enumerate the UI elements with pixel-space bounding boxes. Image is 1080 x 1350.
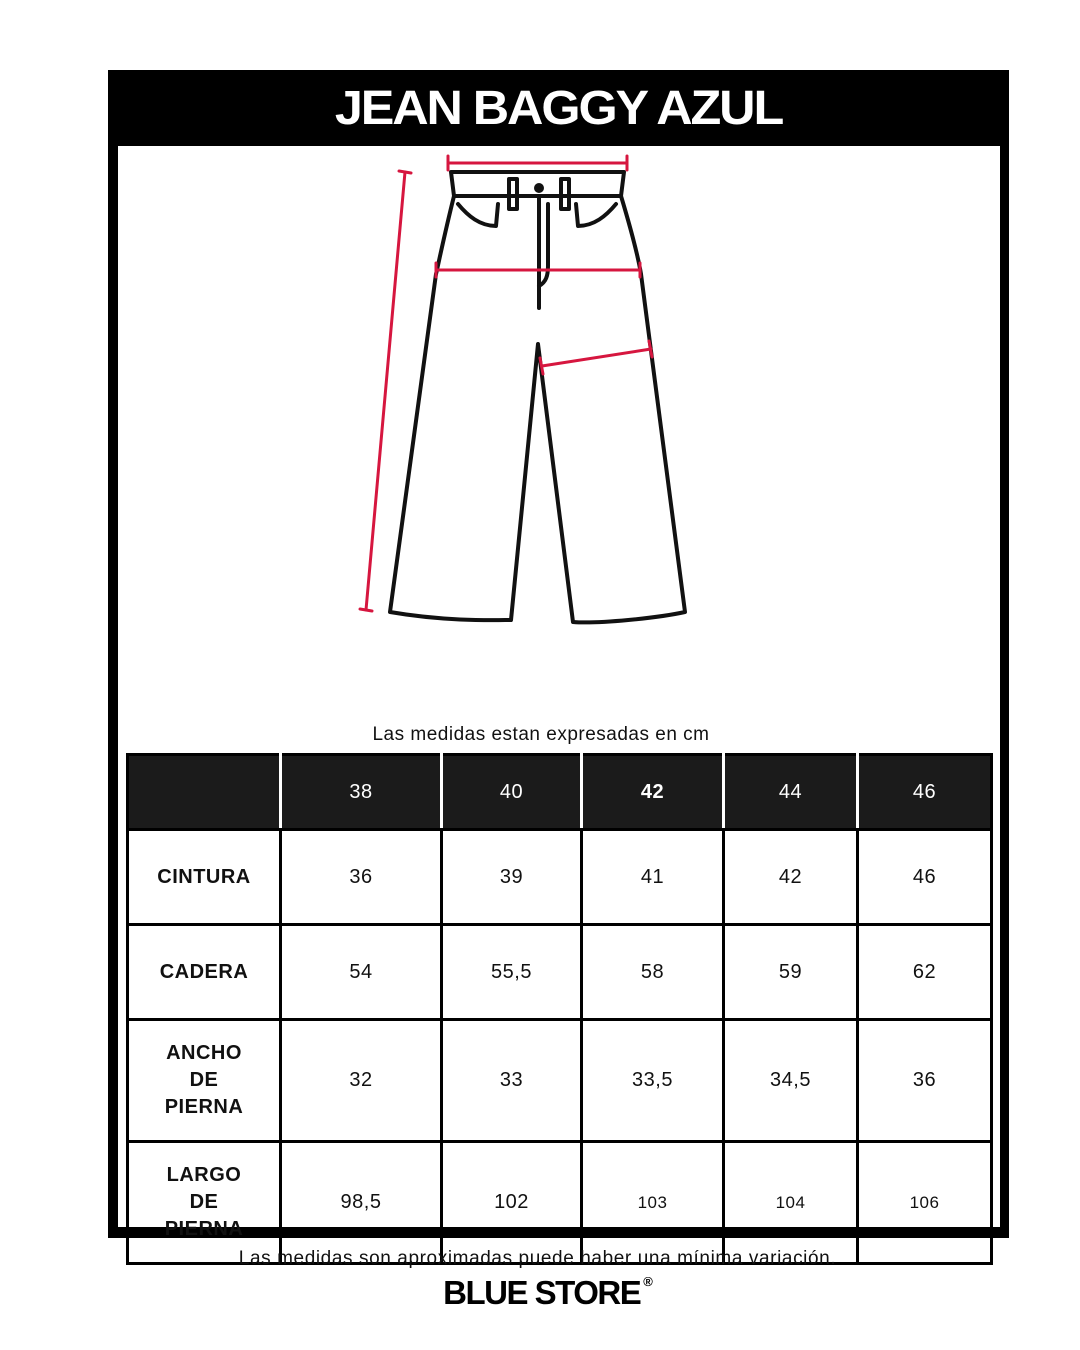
page-title: JEAN BAGGY AZUL [334, 81, 783, 135]
table-cell: 62 [858, 925, 992, 1020]
table-cell: 34,5 [724, 1020, 858, 1142]
table-cell: 46 [858, 830, 992, 925]
size-header: 38 [281, 755, 442, 830]
row-label-cintura: CINTURA [128, 830, 281, 925]
table-row [128, 830, 992, 925]
size-chart-frame [108, 70, 1009, 1238]
table-cell: 103 [582, 1142, 724, 1264]
table-cell: 55,5 [442, 925, 582, 1020]
table-cell: 104 [724, 1142, 858, 1264]
table-row [128, 1142, 992, 1264]
table-cell: 41 [582, 830, 724, 925]
table-cell: 36 [281, 830, 442, 925]
size-chart-panel [118, 146, 1000, 1240]
size-header: 40 [442, 755, 582, 830]
brand-logo: BLUE STORE ® [443, 1274, 653, 1311]
size-header-row [128, 755, 992, 830]
table-cell: 33,5 [582, 1020, 724, 1142]
table-cell: 59 [724, 925, 858, 1020]
table-cell: 102 [442, 1142, 582, 1264]
table-cell: 58 [582, 925, 724, 1020]
table-cell: 32 [281, 1020, 442, 1142]
table-row [128, 1020, 992, 1142]
corner-cell [128, 755, 281, 830]
row-label-largo-de-pierna: LARGO DE PIERNA [128, 1142, 281, 1264]
disclaimer-note: Las medidas son aproximadas puede haber una mínima variación. [238, 1248, 837, 1269]
row-label-cadera: CADERA [128, 925, 281, 1020]
table-cell: 39 [442, 830, 582, 925]
registered-mark: ® [643, 1274, 653, 1289]
size-header-highlighted: 42 [582, 755, 724, 830]
table-cell: 98,5 [281, 1142, 442, 1264]
pants-diagram-icon [118, 146, 1000, 706]
size-table [126, 753, 993, 1265]
table-cell: 106 [858, 1142, 992, 1264]
row-label-ancho-de-pierna: ANCHO DE PIERNA [128, 1020, 281, 1142]
table-row [128, 925, 992, 1020]
size-header: 44 [724, 755, 858, 830]
size-header: 46 [858, 755, 992, 830]
table-cell: 54 [281, 925, 442, 1020]
units-note: Las medidas estan expresadas en cm [372, 724, 710, 745]
table-cell: 33 [442, 1020, 582, 1142]
table-cell: 36 [858, 1020, 992, 1142]
table-cell: 42 [724, 830, 858, 925]
